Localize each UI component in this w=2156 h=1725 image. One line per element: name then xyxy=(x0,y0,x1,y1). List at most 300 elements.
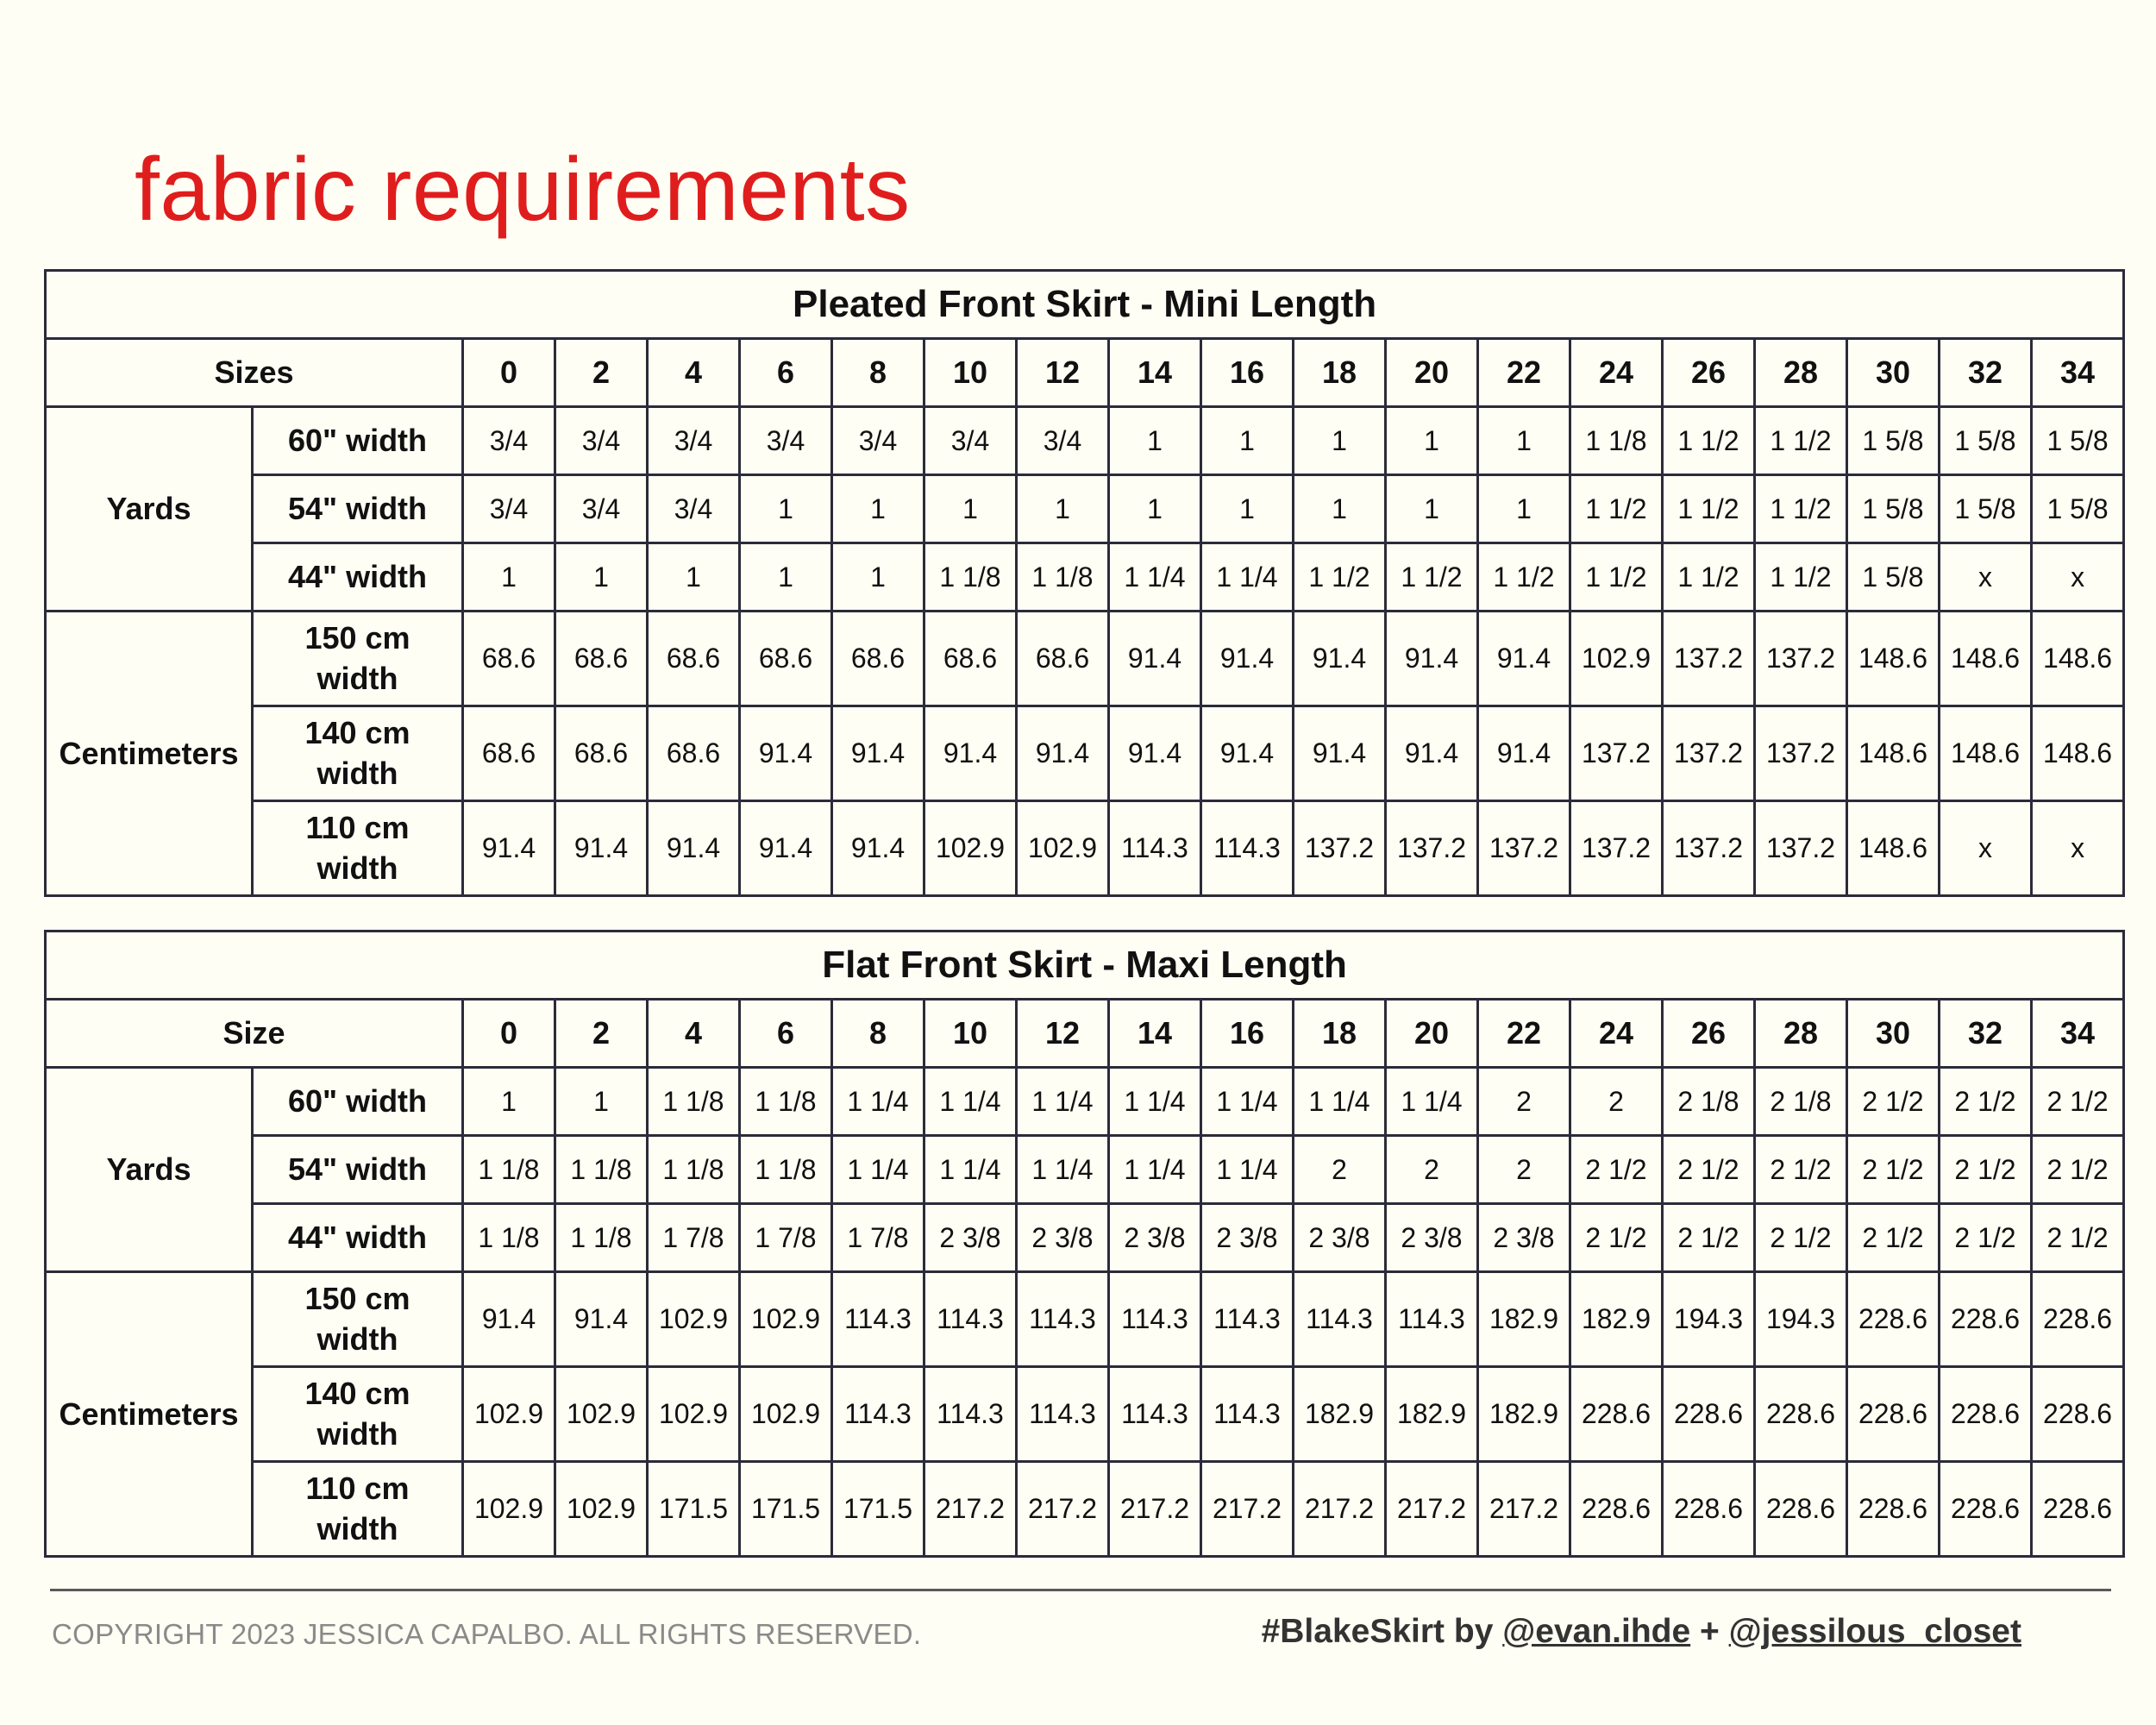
table-caption-row xyxy=(46,271,2124,339)
centimeter-cell: 137.2 xyxy=(1386,801,1478,896)
centimeter-cell: 114.3 xyxy=(1201,1367,1294,1462)
pleated-front-skirt-table xyxy=(44,269,2125,897)
width-label-line: 150 cm xyxy=(304,1280,411,1316)
yardage-cell: 1 1/4 xyxy=(832,1068,924,1136)
size-header-label: Size xyxy=(46,1000,463,1068)
centimeter-cell: 228.6 xyxy=(1755,1462,1847,1557)
centimeter-cell: 228.6 xyxy=(2032,1272,2124,1367)
size-header-cell: 26 xyxy=(1663,339,1755,407)
yardage-cell: 2 3/8 xyxy=(1017,1204,1109,1272)
yards-row xyxy=(46,543,2124,612)
yardage-cell: 1 xyxy=(1109,475,1201,543)
yards-group-label: Yards xyxy=(46,407,253,612)
yardage-cell: 2 3/8 xyxy=(1386,1204,1478,1272)
centimeters-row xyxy=(46,801,2124,896)
yardage-cell: 1 xyxy=(832,543,924,612)
yardage-cell: 1 1/2 xyxy=(1663,543,1755,612)
yardage-cell: 1 1/4 xyxy=(1201,1136,1294,1204)
centimeter-cell: 217.2 xyxy=(1201,1462,1294,1557)
yardage-cell: 2 1/2 xyxy=(1570,1204,1663,1272)
centimeter-cell: 148.6 xyxy=(1847,801,1940,896)
centimeter-cell: 91.4 xyxy=(740,801,832,896)
centimeter-cell: 68.6 xyxy=(463,706,555,801)
size-header-cell: 8 xyxy=(832,339,924,407)
centimeter-cell: 182.9 xyxy=(1294,1367,1386,1462)
centimeter-cell: 114.3 xyxy=(1201,1272,1294,1367)
centimeter-cell: 137.2 xyxy=(1294,801,1386,896)
size-header-cell: 6 xyxy=(740,339,832,407)
handle-link-evan[interactable]: @evan.ihde xyxy=(1502,1613,1691,1650)
yardage-cell: 1 1/2 xyxy=(1570,543,1663,612)
centimeters-row xyxy=(46,1272,2124,1367)
size-header-cell: 32 xyxy=(1940,339,2032,407)
yardage-cell: 1 1/4 xyxy=(924,1136,1017,1204)
centimeter-cell: 102.9 xyxy=(648,1367,740,1462)
fabric-width-label: 60" width xyxy=(253,1068,463,1136)
yardage-cell: 3/4 xyxy=(832,407,924,475)
centimeter-cell: 228.6 xyxy=(1847,1272,1940,1367)
size-header-cell: 28 xyxy=(1755,1000,1847,1068)
yardage-cell: 1 1/4 xyxy=(1017,1068,1109,1136)
centimeter-cell: 91.4 xyxy=(832,801,924,896)
yardage-cell: 1 xyxy=(1017,475,1109,543)
centimeters-row xyxy=(46,612,2124,706)
centimeter-cell: 91.4 xyxy=(463,1272,555,1367)
yardage-cell: x xyxy=(1940,543,2032,612)
centimeter-cell: 102.9 xyxy=(1017,801,1109,896)
centimeter-cell: 228.6 xyxy=(1663,1462,1755,1557)
hashtag-text: #BlakeSkirt by xyxy=(1261,1613,1494,1650)
yardage-cell: 2 xyxy=(1478,1136,1570,1204)
centimeter-cell: 114.3 xyxy=(924,1367,1017,1462)
centimeter-cell: 217.2 xyxy=(1109,1462,1201,1557)
width-label-line: 150 cm xyxy=(304,619,411,656)
centimeter-cell: 114.3 xyxy=(832,1367,924,1462)
yardage-cell: 1 1/8 xyxy=(924,543,1017,612)
centimeter-cell: 137.2 xyxy=(1570,801,1663,896)
size-header-cell: 20 xyxy=(1386,339,1478,407)
centimeter-cell: 91.4 xyxy=(1478,706,1570,801)
yards-row xyxy=(46,1204,2124,1272)
centimeter-cell: 194.3 xyxy=(1663,1272,1755,1367)
size-header-cell: 2 xyxy=(555,339,648,407)
centimeter-cell: 148.6 xyxy=(1847,612,1940,706)
yardage-cell: 1 1/4 xyxy=(1109,1136,1201,1204)
size-header-cell: 32 xyxy=(1940,1000,2032,1068)
yardage-cell: 1 1/2 xyxy=(1755,407,1847,475)
size-header-cell: 30 xyxy=(1847,339,1940,407)
yardage-cell: 1 xyxy=(1201,475,1294,543)
fabric-width-label: 54" width xyxy=(253,475,463,543)
centimeter-cell: 91.4 xyxy=(648,801,740,896)
centimeter-cell: 102.9 xyxy=(1570,612,1663,706)
centimeter-cell: 148.6 xyxy=(2032,612,2124,706)
centimeter-cell: 228.6 xyxy=(1570,1367,1663,1462)
yardage-cell: 1 1/8 xyxy=(1017,543,1109,612)
centimeter-cell: 91.4 xyxy=(1386,612,1478,706)
size-header-cell: 16 xyxy=(1201,339,1294,407)
yardage-cell: 3/4 xyxy=(1017,407,1109,475)
centimeter-cell: 228.6 xyxy=(1570,1462,1663,1557)
yardage-cell: 2 3/8 xyxy=(1109,1204,1201,1272)
centimeter-cell: 228.6 xyxy=(1940,1462,2032,1557)
yardage-cell: 1 1/2 xyxy=(1294,543,1386,612)
size-header-cell: 6 xyxy=(740,1000,832,1068)
centimeter-cell: 91.4 xyxy=(555,801,648,896)
plus-sign: + xyxy=(1700,1613,1720,1650)
yardage-cell: 2 1/2 xyxy=(2032,1204,2124,1272)
yardage-cell: 1 xyxy=(1109,407,1201,475)
yardage-cell: 1 1/8 xyxy=(740,1136,832,1204)
centimeter-cell: 102.9 xyxy=(648,1272,740,1367)
yardage-cell: 1 5/8 xyxy=(1940,407,2032,475)
yardage-cell: 1 1/4 xyxy=(924,1068,1017,1136)
centimeter-cell: 102.9 xyxy=(740,1272,832,1367)
centimeter-cell: 148.6 xyxy=(1940,706,2032,801)
centimeter-cell: 102.9 xyxy=(463,1367,555,1462)
yardage-cell: 2 3/8 xyxy=(1201,1204,1294,1272)
size-header-cell: 2 xyxy=(555,1000,648,1068)
yardage-cell: 1 xyxy=(1478,407,1570,475)
centimeter-cell: 228.6 xyxy=(1755,1367,1847,1462)
yardage-cell: 1 1/8 xyxy=(648,1136,740,1204)
size-header-cell: 22 xyxy=(1478,1000,1570,1068)
centimeter-cell: 114.3 xyxy=(1386,1272,1478,1367)
copyright-notice: COPYRIGHT 2023 JESSICA CAPALBO. ALL RIGHTS RESERVED. xyxy=(52,1618,922,1650)
yardage-cell: 1 xyxy=(463,543,555,612)
yards-row xyxy=(46,475,2124,543)
yardage-cell: 2 1/2 xyxy=(1847,1068,1940,1136)
yardage-cell: 1 1/2 xyxy=(1663,407,1755,475)
centimeter-cell: 91.4 xyxy=(1201,612,1294,706)
size-header-cell: 22 xyxy=(1478,339,1570,407)
fabric-width-label xyxy=(253,1272,463,1367)
yardage-cell: 1 1/8 xyxy=(1570,407,1663,475)
fabric-width-label: 44" width xyxy=(253,543,463,612)
yardage-cell: 2 xyxy=(1570,1068,1663,1136)
centimeter-cell: 91.4 xyxy=(555,1272,648,1367)
yardage-cell: 1 7/8 xyxy=(740,1204,832,1272)
yardage-cell: 2 1/2 xyxy=(2032,1136,2124,1204)
centimeter-cell: 91.4 xyxy=(463,801,555,896)
handle-link-jessilous[interactable]: @jessilous_closet xyxy=(1728,1613,2021,1650)
centimeter-cell: 182.9 xyxy=(1478,1272,1570,1367)
size-header-cell: 16 xyxy=(1201,1000,1294,1068)
centimeter-cell: 102.9 xyxy=(740,1367,832,1462)
centimeter-cell: 68.6 xyxy=(740,612,832,706)
yardage-cell: 1 1/8 xyxy=(463,1136,555,1204)
size-header-cell: 24 xyxy=(1570,339,1663,407)
yardage-cell: 1 xyxy=(1294,407,1386,475)
fabric-width-label xyxy=(253,706,463,801)
size-header-cell: 12 xyxy=(1017,1000,1109,1068)
yardage-cell: 2 1/2 xyxy=(1847,1204,1940,1272)
centimeter-cell: 68.6 xyxy=(648,612,740,706)
yards-row xyxy=(46,1068,2124,1136)
centimeter-cell: 91.4 xyxy=(1294,612,1386,706)
centimeter-cell: 137.2 xyxy=(1478,801,1570,896)
yardage-cell: 2 1/2 xyxy=(1570,1136,1663,1204)
fabric-width-label xyxy=(253,1367,463,1462)
centimeter-cell: 91.4 xyxy=(832,706,924,801)
centimeter-cell: 137.2 xyxy=(1663,706,1755,801)
yardage-cell: 3/4 xyxy=(555,475,648,543)
yardage-cell: 1 7/8 xyxy=(832,1204,924,1272)
yardage-cell: 2 xyxy=(1294,1136,1386,1204)
size-header-cell: 34 xyxy=(2032,1000,2124,1068)
table-caption-row xyxy=(46,932,2124,1000)
credits xyxy=(1262,1613,2021,1651)
centimeter-cell: 91.4 xyxy=(1109,706,1201,801)
yardage-cell: 1 xyxy=(648,543,740,612)
yardage-cell: 2 1/2 xyxy=(1847,1136,1940,1204)
yardage-cell: 2 1/8 xyxy=(1755,1068,1847,1136)
centimeter-cell: 182.9 xyxy=(1478,1367,1570,1462)
centimeter-cell: 114.3 xyxy=(1294,1272,1386,1367)
centimeter-cell: 217.2 xyxy=(924,1462,1017,1557)
centimeter-cell: 137.2 xyxy=(1755,801,1847,896)
size-header-cell: 20 xyxy=(1386,1000,1478,1068)
yardage-cell: 1 5/8 xyxy=(1847,543,1940,612)
size-header-cell: 10 xyxy=(924,339,1017,407)
yardage-cell: 1 1/8 xyxy=(555,1136,648,1204)
size-header-cell: 4 xyxy=(648,339,740,407)
centimeter-cell: 91.4 xyxy=(740,706,832,801)
yardage-cell: 1 5/8 xyxy=(2032,475,2124,543)
yardage-cell: 2 1/8 xyxy=(1663,1068,1755,1136)
centimeter-cell: 68.6 xyxy=(1017,612,1109,706)
table-caption: Flat Front Skirt - Maxi Length xyxy=(46,932,2124,1000)
centimeter-cell: 228.6 xyxy=(2032,1367,2124,1462)
fabric-width-label xyxy=(253,801,463,896)
centimeter-cell: 228.6 xyxy=(1847,1367,1940,1462)
width-label-line: width xyxy=(317,755,398,791)
yardage-cell: 1 5/8 xyxy=(2032,407,2124,475)
centimeter-cell: 217.2 xyxy=(1294,1462,1386,1557)
width-label-line: width xyxy=(317,1415,398,1452)
yardage-cell: 1 1/4 xyxy=(832,1136,924,1204)
fabric-width-label: 54" width xyxy=(253,1136,463,1204)
width-label-line: 110 cm xyxy=(305,1470,410,1506)
yardage-cell: 1 1/2 xyxy=(1755,475,1847,543)
yardage-cell: 1 xyxy=(924,475,1017,543)
yardage-cell: 2 1/2 xyxy=(1755,1136,1847,1204)
centimeter-cell: x xyxy=(2032,801,2124,896)
yardage-cell: 1 1/4 xyxy=(1294,1068,1386,1136)
width-label-line: 140 cm xyxy=(304,1375,411,1411)
yardage-cell: 1 1/2 xyxy=(1570,475,1663,543)
centimeter-cell: 114.3 xyxy=(832,1272,924,1367)
size-header-cell: 4 xyxy=(648,1000,740,1068)
centimeter-cell: 171.5 xyxy=(832,1462,924,1557)
width-label-line: 140 cm xyxy=(304,714,411,750)
size-header-cell: 10 xyxy=(924,1000,1017,1068)
centimeter-cell: 114.3 xyxy=(924,1272,1017,1367)
centimeter-cell: 114.3 xyxy=(1201,801,1294,896)
yardage-cell: 2 1/2 xyxy=(1663,1136,1755,1204)
size-header-cell: 14 xyxy=(1109,1000,1201,1068)
yardage-cell: 1 1/2 xyxy=(1386,543,1478,612)
yardage-cell: 2 1/2 xyxy=(1940,1068,2032,1136)
size-header-cell: 8 xyxy=(832,1000,924,1068)
centimeter-cell: 171.5 xyxy=(648,1462,740,1557)
size-header-row xyxy=(46,1000,2124,1068)
size-header-cell: 34 xyxy=(2032,339,2124,407)
centimeters-group-label: Centimeters xyxy=(46,1272,253,1557)
centimeter-cell: 148.6 xyxy=(2032,706,2124,801)
centimeter-cell: 91.4 xyxy=(1201,706,1294,801)
yardage-cell: 1 1/8 xyxy=(740,1068,832,1136)
centimeter-cell: x xyxy=(1940,801,2032,896)
size-header-cell: 18 xyxy=(1294,1000,1386,1068)
centimeter-cell: 137.2 xyxy=(1663,612,1755,706)
centimeter-cell: 148.6 xyxy=(1940,612,2032,706)
width-label-line: width xyxy=(317,1320,398,1357)
yardage-cell: 1 1/2 xyxy=(1663,475,1755,543)
centimeter-cell: 91.4 xyxy=(924,706,1017,801)
centimeter-cell: 68.6 xyxy=(555,612,648,706)
size-header-row xyxy=(46,339,2124,407)
centimeter-cell: 228.6 xyxy=(1663,1367,1755,1462)
yardage-cell: 2 3/8 xyxy=(924,1204,1017,1272)
centimeter-cell: 137.2 xyxy=(1570,706,1663,801)
centimeter-cell: 148.6 xyxy=(1847,706,1940,801)
yardage-cell: 1 xyxy=(832,475,924,543)
yardage-cell: 1 5/8 xyxy=(1940,475,2032,543)
yardage-cell: 2 xyxy=(1386,1136,1478,1204)
centimeters-row xyxy=(46,706,2124,801)
yardage-cell: 1 xyxy=(463,1068,555,1136)
yardage-cell: 1 1/8 xyxy=(555,1204,648,1272)
yardage-cell: 2 1/2 xyxy=(1663,1204,1755,1272)
size-header-cell: 28 xyxy=(1755,339,1847,407)
fabric-width-label xyxy=(253,612,463,706)
table-caption: Pleated Front Skirt - Mini Length xyxy=(46,271,2124,339)
centimeter-cell: 137.2 xyxy=(1663,801,1755,896)
yardage-cell: 1 1/8 xyxy=(648,1068,740,1136)
yardage-cell: 1 1/4 xyxy=(1017,1136,1109,1204)
footer-divider xyxy=(50,1589,2111,1591)
yardage-cell: 1 xyxy=(1478,475,1570,543)
centimeter-cell: 137.2 xyxy=(1755,706,1847,801)
yardage-cell: 1 1/2 xyxy=(1478,543,1570,612)
page-title: fabric requirements xyxy=(135,140,911,240)
centimeter-cell: 194.3 xyxy=(1755,1272,1847,1367)
yardage-cell: 3/4 xyxy=(463,407,555,475)
size-header-cell: 12 xyxy=(1017,339,1109,407)
centimeter-cell: 68.6 xyxy=(463,612,555,706)
yardage-cell: 3/4 xyxy=(648,475,740,543)
yardage-cell: 1 1/4 xyxy=(1386,1068,1478,1136)
centimeter-cell: 91.4 xyxy=(1109,612,1201,706)
yardage-cell: 1 xyxy=(555,543,648,612)
centimeter-cell: 91.4 xyxy=(1478,612,1570,706)
centimeter-cell: 217.2 xyxy=(1386,1462,1478,1557)
yardage-cell: 2 1/2 xyxy=(1940,1136,2032,1204)
yardage-cell: 1 1/4 xyxy=(1109,543,1201,612)
size-header-cell: 24 xyxy=(1570,1000,1663,1068)
fabric-width-label xyxy=(253,1462,463,1557)
yardage-cell: 1 1/4 xyxy=(1109,1068,1201,1136)
yardage-cell: 1 7/8 xyxy=(648,1204,740,1272)
yards-row xyxy=(46,407,2124,475)
yardage-cell: 2 3/8 xyxy=(1294,1204,1386,1272)
centimeters-row xyxy=(46,1367,2124,1462)
yardage-cell: 2 3/8 xyxy=(1478,1204,1570,1272)
centimeter-cell: 102.9 xyxy=(555,1367,648,1462)
centimeter-cell: 114.3 xyxy=(1109,1367,1201,1462)
yards-row xyxy=(46,1136,2124,1204)
centimeter-cell: 217.2 xyxy=(1478,1462,1570,1557)
yardage-cell: 1 1/4 xyxy=(1201,543,1294,612)
centimeter-cell: 102.9 xyxy=(924,801,1017,896)
centimeters-row xyxy=(46,1462,2124,1557)
fabric-width-label: 60" width xyxy=(253,407,463,475)
yardage-cell: 1 1/2 xyxy=(1755,543,1847,612)
centimeter-cell: 114.3 xyxy=(1017,1367,1109,1462)
centimeter-cell: 114.3 xyxy=(1017,1272,1109,1367)
yardage-cell: 1 xyxy=(1386,475,1478,543)
centimeter-cell: 91.4 xyxy=(1294,706,1386,801)
yardage-cell: 3/4 xyxy=(648,407,740,475)
centimeter-cell: 91.4 xyxy=(1017,706,1109,801)
size-header-cell: 14 xyxy=(1109,339,1201,407)
yardage-cell: 1 1/4 xyxy=(1201,1068,1294,1136)
yards-group-label: Yards xyxy=(46,1068,253,1272)
centimeter-cell: 228.6 xyxy=(1940,1272,2032,1367)
centimeter-cell: 182.9 xyxy=(1386,1367,1478,1462)
yardage-cell: 1 xyxy=(1386,407,1478,475)
yardage-cell: 1 xyxy=(1294,475,1386,543)
size-header-cell: 30 xyxy=(1847,1000,1940,1068)
centimeter-cell: 91.4 xyxy=(1386,706,1478,801)
centimeter-cell: 68.6 xyxy=(648,706,740,801)
size-header-cell: 0 xyxy=(463,339,555,407)
width-label-line: width xyxy=(317,660,398,696)
centimeter-cell: 171.5 xyxy=(740,1462,832,1557)
centimeter-cell: 228.6 xyxy=(1847,1462,1940,1557)
yardage-cell: 3/4 xyxy=(924,407,1017,475)
yardage-cell: 1 1/8 xyxy=(463,1204,555,1272)
size-header-cell: 0 xyxy=(463,1000,555,1068)
centimeter-cell: 114.3 xyxy=(1109,801,1201,896)
yardage-cell: x xyxy=(2032,543,2124,612)
centimeter-cell: 137.2 xyxy=(1755,612,1847,706)
centimeter-cell: 217.2 xyxy=(1017,1462,1109,1557)
yardage-cell: 1 xyxy=(555,1068,648,1136)
yardage-cell: 2 1/2 xyxy=(1940,1204,2032,1272)
centimeter-cell: 114.3 xyxy=(1109,1272,1201,1367)
width-label-line: 110 cm xyxy=(305,809,410,845)
size-header-label: Sizes xyxy=(46,339,463,407)
yardage-cell: 1 xyxy=(740,475,832,543)
centimeter-cell: 68.6 xyxy=(555,706,648,801)
size-header-cell: 18 xyxy=(1294,339,1386,407)
yardage-cell: 2 1/2 xyxy=(1755,1204,1847,1272)
yardage-cell: 2 1/2 xyxy=(2032,1068,2124,1136)
width-label-line: width xyxy=(317,850,398,886)
centimeter-cell: 182.9 xyxy=(1570,1272,1663,1367)
yardage-cell: 1 5/8 xyxy=(1847,407,1940,475)
centimeters-group-label: Centimeters xyxy=(46,612,253,896)
yardage-cell: 2 xyxy=(1478,1068,1570,1136)
centimeter-cell: 68.6 xyxy=(924,612,1017,706)
yardage-cell: 3/4 xyxy=(555,407,648,475)
fabric-width-label: 44" width xyxy=(253,1204,463,1272)
yardage-cell: 3/4 xyxy=(463,475,555,543)
yardage-cell: 1 xyxy=(740,543,832,612)
centimeter-cell: 102.9 xyxy=(555,1462,648,1557)
